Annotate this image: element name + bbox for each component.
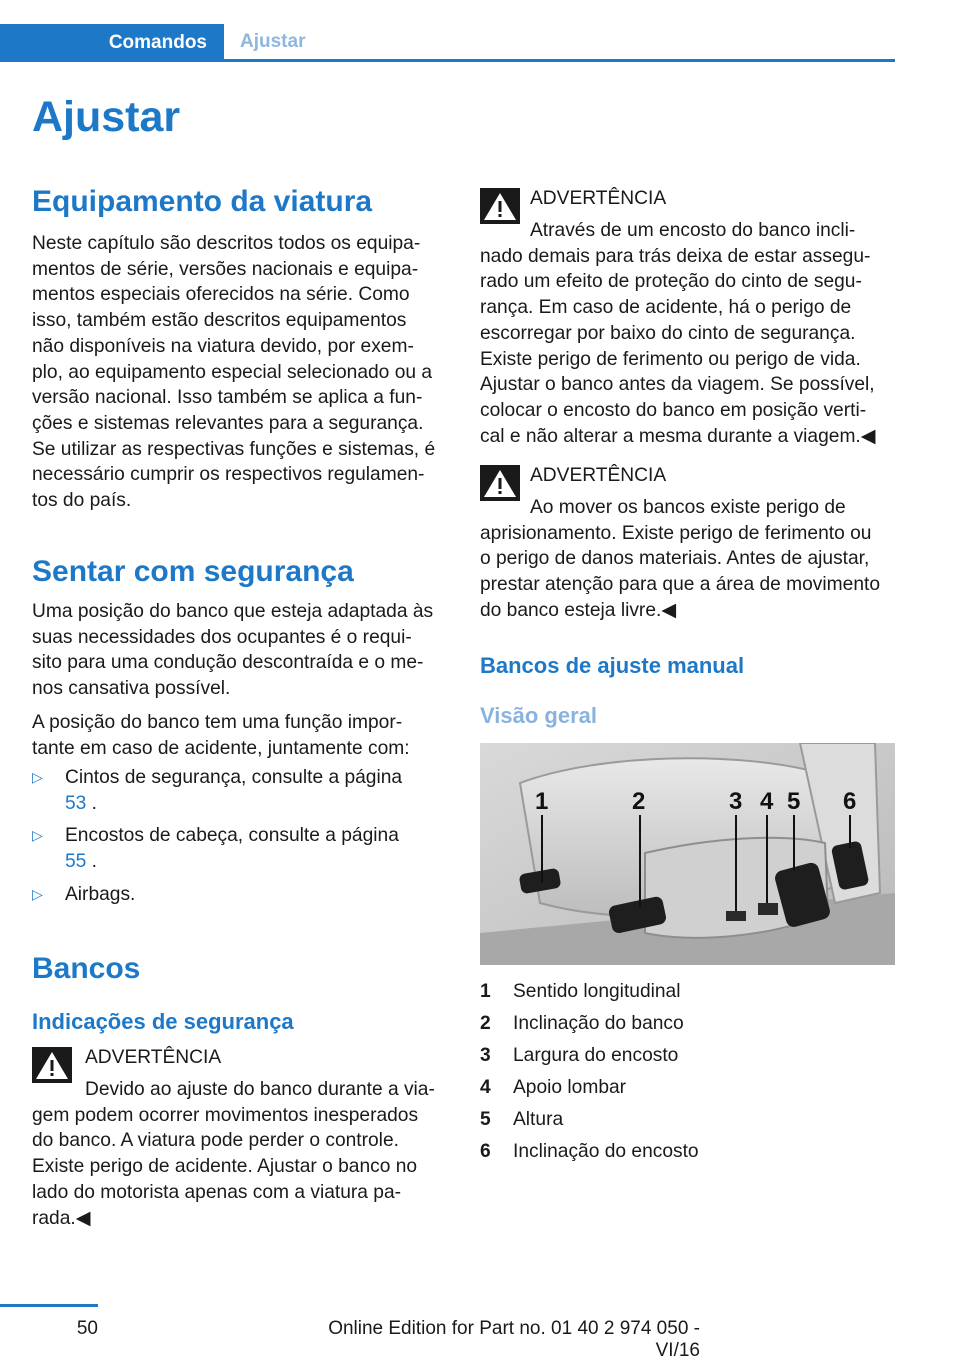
legend-row bbox=[480, 1072, 895, 1104]
legend-row bbox=[480, 976, 895, 1008]
section-title-sentar: Sentar com segurança bbox=[32, 555, 354, 588]
text-line: rança. Em caso de acidente, há o perigo de bbox=[480, 297, 852, 319]
bullet-suffix: . bbox=[86, 851, 98, 873]
legend-label: Inclinação do encosto bbox=[513, 1141, 699, 1162]
text-line: Ajustar o banco antes da viagem. Se possível, bbox=[480, 374, 875, 396]
legend-label: Inclinação do banco bbox=[513, 1013, 684, 1034]
text-line: Existe perigo de ferimento ou perigo de vida. bbox=[480, 348, 861, 370]
text-line: aprisionamento. Existe perigo de ferimento ou bbox=[480, 522, 872, 544]
triangle-bullet-icon: ▷ bbox=[32, 885, 43, 902]
warning-title: ADVERTÊNCIA bbox=[85, 1047, 222, 1068]
warning-text bbox=[480, 218, 896, 449]
list-item bbox=[32, 765, 450, 816]
warning-title: ADVERTÊNCIA bbox=[530, 465, 667, 486]
text-line: Através de um encosto do banco incli‐ bbox=[530, 220, 856, 241]
bullet-text: Cintos de segurança, consulte a página bbox=[65, 767, 403, 788]
text-line: cal e não alterar a mesma durante a viagem.◀ bbox=[480, 425, 876, 447]
tab-ajustar[interactable]: Ajustar bbox=[240, 30, 306, 52]
section-sentar-p2 bbox=[32, 710, 410, 761]
text-line: nos cansativa possível. bbox=[32, 678, 231, 700]
text-line: A posição do banco tem uma função impor‐ bbox=[32, 712, 403, 733]
figure-label: 6 bbox=[843, 788, 857, 815]
page-link-53[interactable]: 53 bbox=[65, 792, 87, 814]
legend-number: 1 bbox=[480, 981, 491, 1002]
text-line: rada.◀ bbox=[32, 1207, 91, 1229]
legend-number: 3 bbox=[480, 1045, 491, 1066]
text-line: isso, também estão descritos equipamentos bbox=[32, 310, 407, 332]
warning-title: ADVERTÊNCIA bbox=[530, 188, 667, 209]
figure-label: 2 bbox=[632, 788, 646, 815]
text-line: escorregar por baixo do cinto de segurança. bbox=[480, 322, 856, 344]
text-line: do banco. A viatura pode perder o controle. bbox=[32, 1130, 399, 1152]
text-line: sito para uma condução descontraída e o me‐ bbox=[32, 652, 424, 674]
tab-comandos[interactable]: Comandos bbox=[0, 24, 224, 62]
text-line: suas necessidades dos ocupantes é o requi‐ bbox=[32, 626, 412, 648]
subsection-indicacoes: Indicações de segurança bbox=[32, 1009, 294, 1034]
triangle-bullet-icon: ▷ bbox=[32, 827, 43, 844]
legend-label: Largura do encosto bbox=[513, 1045, 679, 1066]
bullet-text: Airbags. bbox=[65, 883, 136, 905]
subsection-visao-geral: Visão geral bbox=[480, 703, 597, 728]
legend-label: Apoio lombar bbox=[513, 1077, 627, 1098]
footer-rule bbox=[0, 1304, 98, 1307]
section-title-equipamento: Equipamento da viatura bbox=[32, 185, 373, 218]
section-sentar-p1 bbox=[32, 599, 433, 702]
edition-text: Online Edition for Part no. 01 40 2 974 050 - VI/16 bbox=[328, 1318, 700, 1361]
warning-text bbox=[480, 495, 896, 624]
text-line: Uma posição do banco que esteja adaptada às bbox=[32, 601, 434, 622]
bullet-text: Encostos de cabeça, consulte a página bbox=[65, 825, 399, 847]
text-line: do banco esteja livre.◀ bbox=[480, 599, 677, 621]
text-line: necessário cumprir os respectivos regulamen‐ bbox=[32, 464, 425, 486]
seat-illustration bbox=[480, 743, 895, 965]
text-line: versão nacional. Isso também se aplica a fun‐ bbox=[32, 387, 423, 409]
list-item bbox=[32, 882, 450, 908]
text-line: Ao mover os bancos existe perigo de bbox=[530, 497, 846, 518]
page-title: Ajustar bbox=[32, 93, 181, 141]
legend-row bbox=[480, 1104, 895, 1136]
figure-label: 3 bbox=[729, 788, 743, 815]
legend-row bbox=[480, 1008, 895, 1040]
bullet-list bbox=[32, 765, 450, 908]
legend-row bbox=[480, 1136, 895, 1168]
figure-label: 5 bbox=[787, 788, 801, 815]
text-line: mentos de série, versões nacionais e equipa‐ bbox=[32, 258, 419, 280]
legend-number: 6 bbox=[480, 1141, 491, 1162]
page-link-55[interactable]: 55 bbox=[65, 851, 87, 873]
figure-label: 4 bbox=[760, 788, 774, 815]
page-number: 50 bbox=[76, 1318, 98, 1339]
text-line: lado do motorista apenas com a viatura pa‐ bbox=[32, 1181, 402, 1203]
text-line: tante em caso de acidente, juntamente com: bbox=[32, 737, 410, 759]
text-line: rado um efeito de proteção do cinto de segu‐ bbox=[480, 271, 862, 293]
list-item bbox=[32, 823, 450, 874]
header-bar bbox=[0, 24, 895, 62]
legend-number: 2 bbox=[480, 1013, 491, 1034]
warning-text bbox=[32, 1077, 450, 1231]
text-line: não disponíveis na viatura devido, por exem‐ bbox=[32, 335, 414, 357]
text-line: o perigo de danos materiais. Antes de ajustar, bbox=[480, 548, 870, 570]
seat-controls-figure bbox=[480, 743, 895, 965]
bullet-suffix: . bbox=[86, 792, 98, 814]
figure-legend bbox=[480, 976, 895, 1168]
text-line: Devido ao ajuste do banco durante a via‐ bbox=[85, 1079, 435, 1100]
legend-number: 4 bbox=[480, 1077, 491, 1098]
text-line: gem podem ocorrer movimentos inesperados bbox=[32, 1104, 419, 1126]
text-line: plo, ao equipamento especial selecionado ou a bbox=[32, 361, 433, 383]
section-equipamento-text bbox=[32, 231, 435, 514]
text-line: colocar o encosto do banco em posição verti‐ bbox=[480, 399, 867, 421]
text-line: nado demais para trás deixa de estar assegu‐ bbox=[480, 245, 871, 267]
section-title-bancos: Bancos bbox=[32, 952, 141, 985]
text-line: Existe perigo de acidente. Ajustar o banco no bbox=[32, 1156, 418, 1178]
text-line: ções e sistemas relevantes para a segurança. bbox=[32, 412, 424, 434]
text-line: mentos especiais oferecidos na série. Como bbox=[32, 284, 410, 306]
legend-label: Altura bbox=[513, 1109, 564, 1130]
figure-label: 1 bbox=[535, 788, 549, 815]
legend-number: 5 bbox=[480, 1109, 491, 1130]
text-line: Neste capítulo são descritos todos os equipa‐ bbox=[32, 233, 421, 254]
legend-label: Sentido longitudinal bbox=[513, 981, 681, 1002]
legend-row bbox=[480, 1040, 895, 1072]
triangle-bullet-icon: ▷ bbox=[32, 769, 43, 785]
text-line: tos do país. bbox=[32, 490, 132, 512]
subsection-bancos-ajuste: Bancos de ajuste manual bbox=[480, 653, 745, 678]
text-line: Se utilizar as respectivas funções e sistemas, é bbox=[32, 438, 436, 460]
text-line: prestar atenção para que a área de movimento bbox=[480, 574, 880, 596]
